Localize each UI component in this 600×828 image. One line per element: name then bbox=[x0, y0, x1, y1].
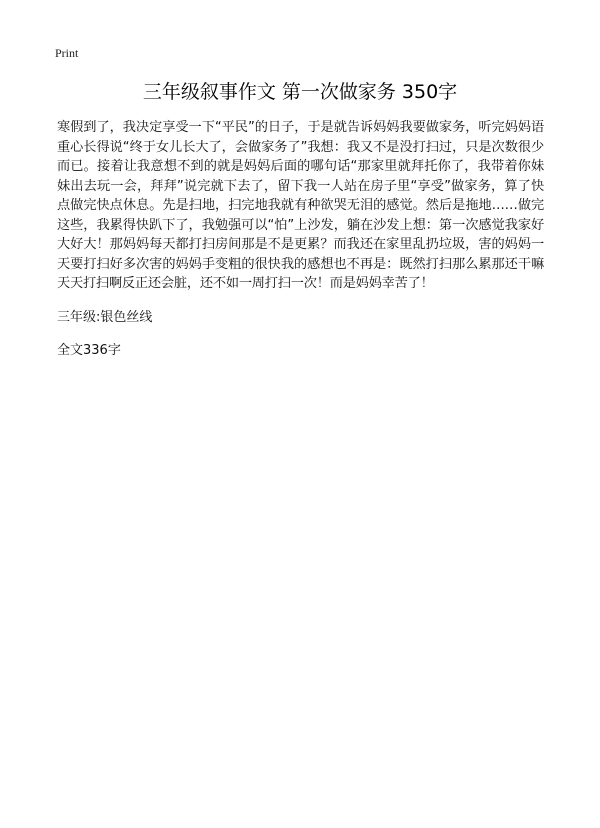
word-count: 全文336字 bbox=[57, 343, 121, 358]
article-title: 三年级叙事作文 第一次做家务 350字 bbox=[142, 81, 458, 103]
grade-author-line: 三年级:银色丝线 bbox=[57, 310, 153, 325]
print-link[interactable]: Print bbox=[55, 46, 79, 60]
article-body: 寒假到了，我决定享受一下“平民”的日子，于是就告诉妈妈我要做家务，听完妈妈语重心长得说“终于女儿长大了，会做家务了”我想：我又不是没打扫过，只是次数很少而已。接着让我意想不到的就是妈妈后面的哪句话“那家里就拜托你了，我带着你妹妹出去玩一会，拜拜”说完就下去了，留下我一人站在房子里“享受”做家务，算了快点做完快点休息。先是扫地，扫完地我就有种欲哭无泪的感觉。然后是拖地……做完这些，我累得快趴下了，我勉强可以“怕”上沙发，躺在沙发上想：第一次感觉我家好大好大！那妈妈每天都打扫房间那是不是更累？而我还在家里乱扔垃圾，害的妈妈一天要打扫好多次害的妈妈手变粗的很快我的感想也不再是：既然打扫那么累那还干嘛天天打扫啊反正还会脏，还不如一周打扫一次！而是妈妈幸苦了！ bbox=[57, 120, 544, 291]
